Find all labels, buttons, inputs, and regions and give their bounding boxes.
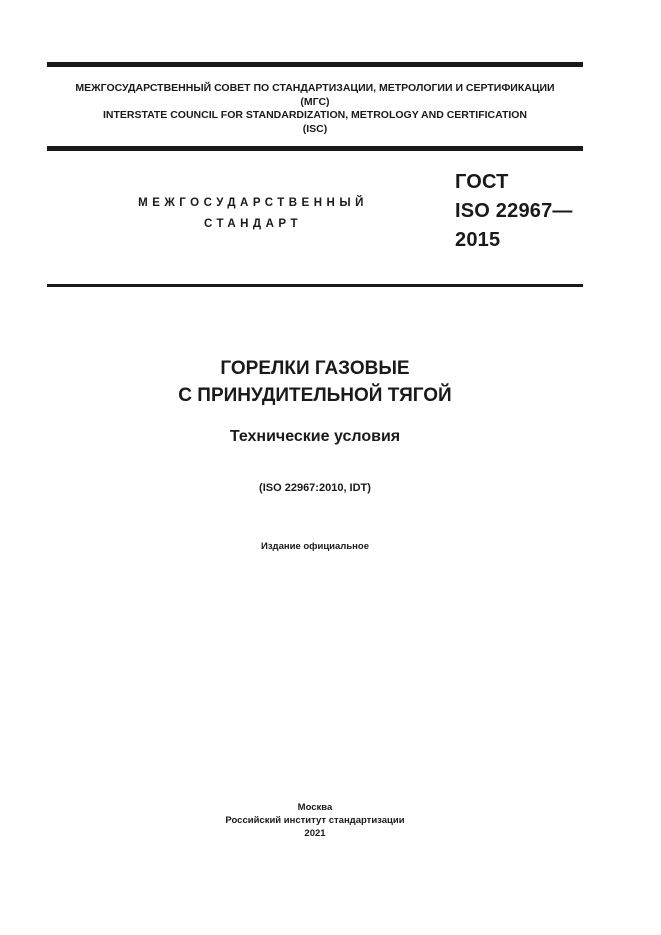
- edition-note: Издание официальное: [261, 541, 369, 552]
- title-line1: ГОРЕЛКИ ГАЗОВЫЕ: [220, 358, 410, 379]
- top-rule: [47, 62, 583, 67]
- standard-designation: [455, 168, 573, 255]
- imprint-publisher: Российский институт стандартизации: [225, 815, 405, 826]
- iso-reference: (ISO 22967:2010, IDT): [259, 482, 371, 494]
- council-abbr-en: (ISC): [302, 122, 328, 135]
- standard-kind-line1: МЕЖГОСУДАРСТВЕННЫЙ: [138, 197, 368, 209]
- council-header: [47, 82, 583, 136]
- standard-kind-line2: СТАНДАРТ: [204, 218, 302, 230]
- council-name-ru: МЕЖГОСУДАРСТВЕННЫЙ СОВЕТ ПО СТАНДАРТИЗАЦИИ, МЕТРОЛОГИИ И СЕРТИФИКАЦИИ: [75, 82, 555, 94]
- council-abbr-ru: (МГС): [300, 95, 330, 108]
- designation-line2: ISO 22967—: [455, 200, 573, 222]
- middle-rule: [47, 146, 583, 151]
- bottom-rule: [47, 284, 583, 287]
- designation-line3: 2015: [455, 229, 501, 251]
- imprint-city: Москва: [297, 802, 333, 813]
- document-subtitle: Технические условия: [229, 428, 401, 445]
- title-line2: С ПРИНУДИТЕЛЬНОЙ ТЯГОЙ: [178, 385, 452, 406]
- council-name-en: INTERSTATE COUNCIL FOR STANDARDIZATION, METROLOGY AND CERTIFICATION: [102, 109, 528, 121]
- imprint-year: 2021: [304, 828, 326, 839]
- designation-line1: ГОСТ: [455, 171, 509, 193]
- imprint: [47, 801, 583, 840]
- standard-kind: [118, 193, 388, 235]
- document-title: [47, 355, 583, 409]
